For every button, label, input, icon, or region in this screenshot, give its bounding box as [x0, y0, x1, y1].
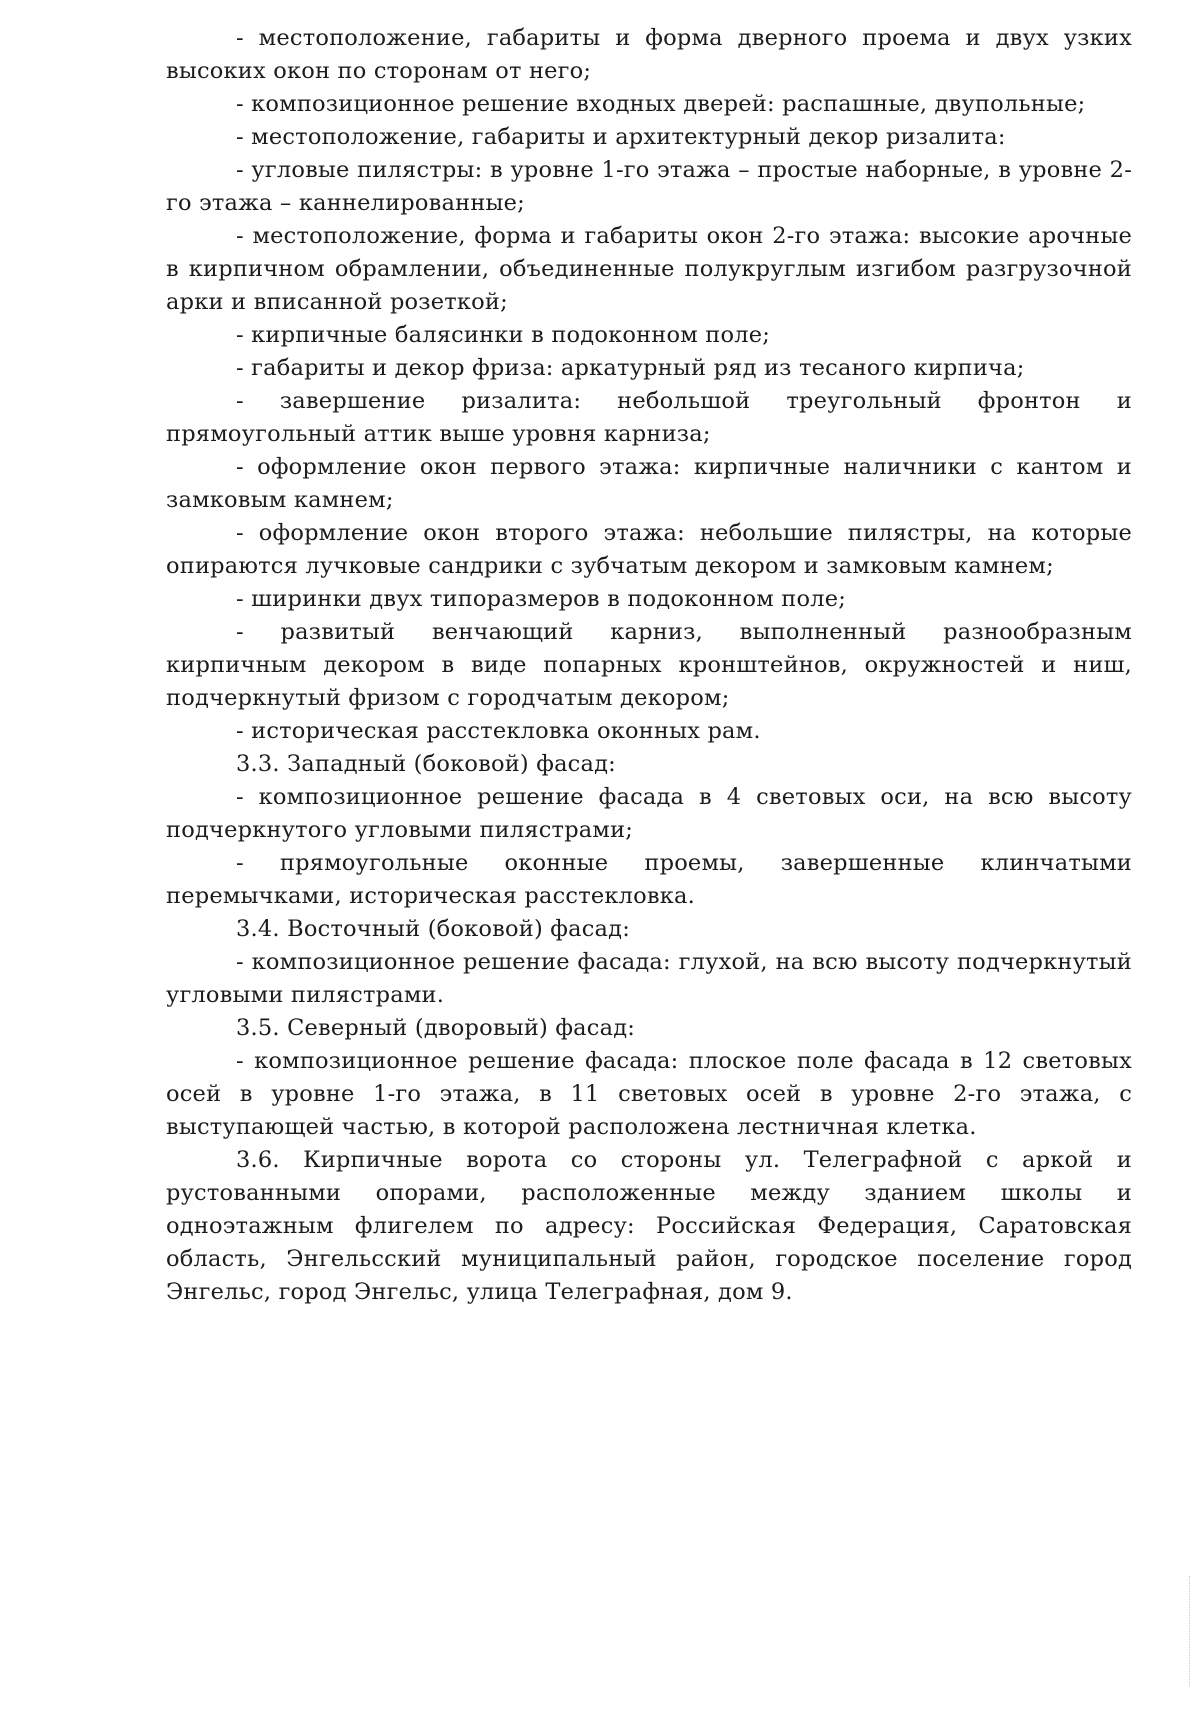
paragraph-balusters: - кирпичные балясинки в подоконном поле; — [236, 322, 771, 348]
scan-edge-mark — [1189, 1576, 1194, 1686]
paragraph-west-composition: - композиционное решение фасада в 4 световых оси, на всю высоту подчеркнутого угловыми пилястрами; — [166, 784, 1132, 843]
paragraph-north-composition: - композиционное решение фасада: плоское поле фасада в 12 световых осей в уровне 1-го этажа, в 11 световых осей в уровне 2-го этажа, с выступающей частью, в которой расположена лестничная клетка. — [166, 1048, 1132, 1140]
paragraph-brick-gates: 3.6. Кирпичные ворота со стороны ул. Телеграфной с аркой и рустованными опорами, расположенные между зданием школы и одноэтажным флигелем по адресу: Российская Федерация, Саратовская область, Энгельсский муниципальный район, городское поселение город Энгельс, город Энгельс, улица Телеграфная, дом 9. — [166, 1147, 1132, 1305]
paragraph-risalit-decor: - местоположение, габариты и архитектурный декор ризалита: — [236, 124, 1006, 150]
paragraph-door-opening: - местоположение, габариты и форма дверного проема и двух узких высоких окон по сторонам от него; — [166, 25, 1132, 84]
paragraph-west-windows: - прямоугольные оконные проемы, завершенные клинчатыми перемычками, историческая расстекловка. — [166, 850, 1132, 909]
paragraph-frieze: - габариты и декор фриза: аркатурный ряд из тесаного кирпича; — [236, 355, 1025, 381]
paragraph-east-composition: - композиционное решение фасада: глухой, на всю высоту подчеркнутый угловыми пилястрами. — [166, 949, 1132, 1008]
paragraph-risalit-completion: - завершение ризалита: небольшой треугольный фронтон и прямоугольный аттик выше уровня карниза; — [166, 388, 1132, 447]
paragraph-panels: - ширинки двух типоразмеров в подоконном поле; — [236, 586, 847, 612]
section-heading-west-facade: 3.3. Западный (боковой) фасад: — [236, 751, 616, 777]
paragraph-cornice: - развитый венчающий карниз, выполненный разнообразным кирпичным декором в виде попарных кронштейнов, окружностей и ниш, подчеркнутый фризом с городчатым декором; — [166, 619, 1132, 711]
section-heading-east-facade: 3.4. Восточный (боковой) фасад: — [236, 916, 630, 942]
paragraph-entrance-doors: - композиционное решение входных дверей: распашные, двупольные; — [236, 91, 1086, 117]
paragraph-second-floor-window-decor: - оформление окон второго этажа: небольшие пилястры, на которые опираются лучковые сандрики с зубчатым декором и замковым камнем; — [166, 520, 1132, 579]
paragraph-first-floor-windows: - оформление окон первого этажа: кирпичные наличники с кантом и замковым камнем; — [166, 454, 1132, 513]
paragraph-glazing: - историческая расстекловка оконных рам. — [236, 718, 761, 744]
paragraph-second-floor-windows: - местоположение, форма и габариты окон 2-го этажа: высокие арочные в кирпичном обрамлении, объединенные полукруглым изгибом разгрузочной арки и вписанной розеткой; — [166, 223, 1132, 315]
document-body — [166, 22, 1132, 1309]
paragraph-corner-pilasters: - угловые пилястры: в уровне 1-го этажа – простые наборные, в уровне 2-го этажа – каннелированные; — [166, 157, 1132, 216]
section-heading-north-facade: 3.5. Северный (дворовый) фасад: — [236, 1015, 636, 1041]
